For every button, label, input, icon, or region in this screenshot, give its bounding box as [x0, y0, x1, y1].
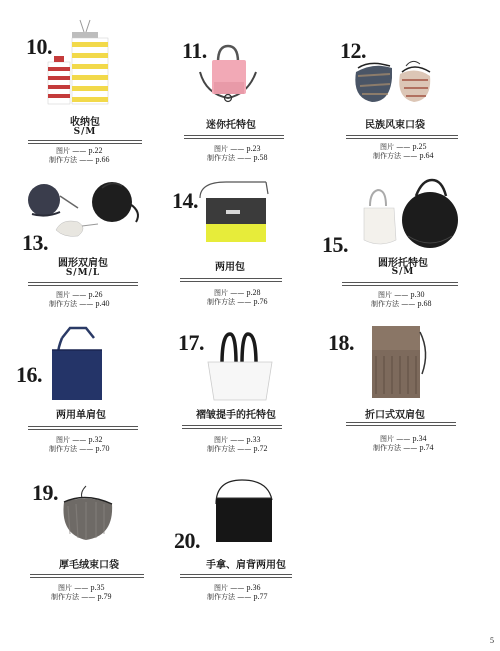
photo-ref: 图片 —— p.35 [58, 583, 105, 592]
item-title: 手拿、肩背两用包 [206, 560, 286, 571]
photo-ref: 图片 —— p.30 [378, 290, 425, 299]
divider [28, 429, 138, 430]
photo-ref: 图片 —— p.28 [214, 288, 261, 297]
item-number: 17. [178, 330, 204, 355]
divider [28, 426, 138, 427]
fur-drawstring-bag-image [56, 484, 126, 546]
divider [342, 285, 458, 286]
two-way-bag-image [196, 180, 276, 248]
mini-tote-image [196, 42, 266, 110]
divider [346, 422, 456, 423]
drawstring-bag-image [350, 58, 440, 106]
item-title: 两用单肩包 [56, 410, 106, 421]
method-ref: 制作方法 —— p.74 [373, 443, 434, 452]
item-title: 两用包 [215, 262, 245, 273]
item-number: 18. [328, 330, 354, 355]
photo-ref: 图片 —— p.23 [214, 144, 261, 153]
item-number: 12. [340, 38, 366, 63]
storage-bag-image [40, 20, 130, 110]
divider [28, 285, 138, 286]
item-number: 19. [32, 480, 58, 505]
item-size: S/M [391, 267, 415, 277]
divider [182, 425, 282, 426]
photo-ref: 图片 —— p.32 [56, 435, 103, 444]
item-title: 圆形托特包 [378, 258, 428, 269]
photo-ref: 图片 —— p.26 [56, 290, 103, 299]
method-ref: 制作方法 —— p.58 [207, 153, 268, 162]
method-ref: 制作方法 —— p.68 [371, 299, 432, 308]
method-ref: 制作方法 —— p.72 [207, 444, 268, 453]
divider [28, 140, 142, 141]
tote-pleated-handle-image [200, 330, 280, 404]
method-ref: 制作方法 —— p.40 [49, 299, 110, 308]
method-ref: 制作方法 —— p.70 [49, 444, 110, 453]
divider [182, 428, 282, 429]
divider [28, 282, 138, 283]
item-number: 15. [322, 232, 348, 257]
item-size: S/M [73, 127, 97, 137]
photo-ref: 图片 —— p.25 [380, 142, 427, 151]
round-tote-image [360, 176, 460, 256]
item-title: 褶皱提手的托特包 [196, 410, 276, 421]
divider [184, 138, 284, 139]
item-title: 折口式双肩包 [365, 410, 425, 421]
shoulder-bag-image [44, 328, 114, 404]
item-number: 10. [26, 34, 52, 59]
method-ref: 制作方法 —— p.79 [51, 592, 112, 601]
item-number: 16. [16, 362, 42, 387]
item-size: S/M/L [65, 268, 101, 278]
divider [346, 425, 456, 426]
item-title: 圆形双肩包 [58, 258, 108, 269]
divider [342, 282, 458, 283]
divider [180, 281, 282, 282]
method-ref: 制作方法 —— p.64 [373, 151, 434, 160]
photo-ref: 图片 —— p.33 [214, 435, 261, 444]
item-number: 14. [172, 188, 198, 213]
item-title: 民族风束口袋 [365, 120, 425, 131]
divider [180, 574, 292, 575]
divider [180, 278, 282, 279]
photo-ref: 图片 —— p.22 [56, 146, 103, 155]
method-ref: 制作方法 —— p.77 [207, 592, 268, 601]
divider [346, 135, 458, 136]
photo-ref: 图片 —— p.36 [214, 583, 261, 592]
divider [180, 577, 292, 578]
item-number: 13. [22, 230, 48, 255]
divider [346, 138, 458, 139]
divider [28, 143, 142, 144]
method-ref: 制作方法 —— p.66 [49, 155, 110, 164]
divider [30, 577, 144, 578]
clutch-shoulder-bag-image [208, 476, 282, 548]
flap-backpack-image [362, 322, 432, 406]
divider [30, 574, 144, 575]
page-number: 5 [490, 636, 494, 645]
item-title: 迷你托特包 [206, 120, 256, 131]
item-title: 厚毛绒束口袋 [59, 560, 119, 571]
divider [184, 135, 284, 136]
method-ref: 制作方法 —— p.76 [207, 297, 268, 306]
photo-ref: 图片 —— p.34 [380, 434, 427, 443]
item-number: 11. [182, 38, 207, 63]
item-title: 收纳包 [70, 117, 100, 128]
item-number: 20. [174, 528, 200, 553]
